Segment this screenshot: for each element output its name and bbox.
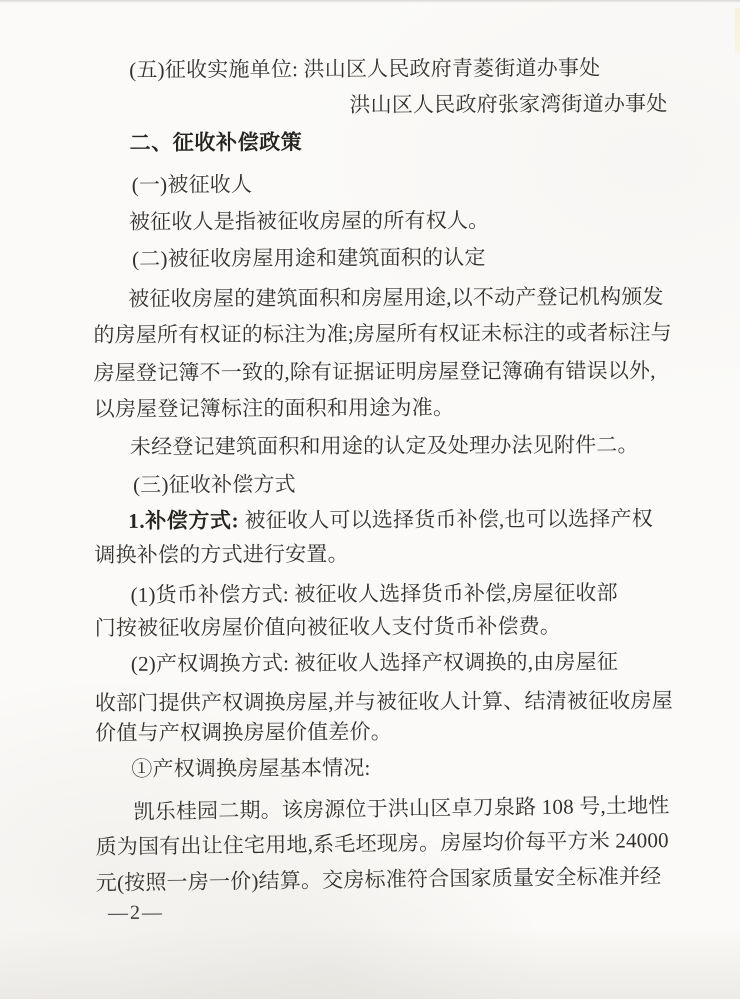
text-line: 收部门提供产权调换房屋,并与被征收人计算、结清被征收房屋 <box>94 688 673 715</box>
text-run: 被征收人可以选择货币补偿,也可以选择产权 <box>239 506 653 533</box>
sub-heading: (二)被征收房屋用途和建筑面积的认定 <box>132 245 486 271</box>
text-line: (2)产权调换方式: 被征收人选择产权调换的,由房屋征 <box>130 649 619 676</box>
text-line: 门按被征收房屋价值向被征收人支付货币补偿费。 <box>94 613 562 640</box>
text-line: 质为国有出让住宅用地,系毛坯现房。房屋均价每平方米 24000 <box>95 827 669 859</box>
text-line: 房屋登记簿不一致的,除有证据证明房屋登记簿确有错误以外, <box>93 358 656 386</box>
text-line: 调换补偿的方式进行安置。 <box>94 541 349 567</box>
text-line: 以房屋登记簿标注的面积和用途为准。 <box>93 395 455 422</box>
text-line: 未经登记建筑面积和用途的认定及处理办法见附件二。 <box>129 432 639 459</box>
text-line: 被征收人是指被征收房屋的所有权人。 <box>128 208 490 234</box>
text-line: (1)货币补偿方式: 被征收人选择货币补偿,房屋征收部 <box>130 580 618 607</box>
text-line: (五)征收实施单位: 洪山区人民政府青菱街道办事处 <box>129 55 601 82</box>
page-number: —2— <box>107 901 164 924</box>
section-heading: 二、征收补偿政策 <box>129 130 303 155</box>
text-line: 洪山区人民政府张家湾街道办事处 <box>349 91 668 117</box>
sub-heading: (三)征收补偿方式 <box>133 472 296 497</box>
text-line: ①产权调换房屋基本情况: <box>131 755 371 781</box>
text-line: 价值与产权调换房屋价值差价。 <box>95 719 393 745</box>
text-line: 凯乐桂园二期。该房源位于洪山区卓刀泉路 108 号,土地性 <box>133 793 670 824</box>
sub-heading: (一)被征收人 <box>131 172 253 197</box>
text-line: 被征收房屋的建筑面积和房屋用途,以不动产登记机构颁发 <box>128 284 664 311</box>
text-line: 元(按照一房一价)结算。交房标准符合国家质量安全标准并经 <box>95 864 662 895</box>
text-line: 的房屋所有权证的标注为准;房屋所有权证未标注的或者标注与 <box>93 320 672 348</box>
bold-run: 1.补偿方式: <box>128 508 240 533</box>
text-line <box>128 500 653 540</box>
